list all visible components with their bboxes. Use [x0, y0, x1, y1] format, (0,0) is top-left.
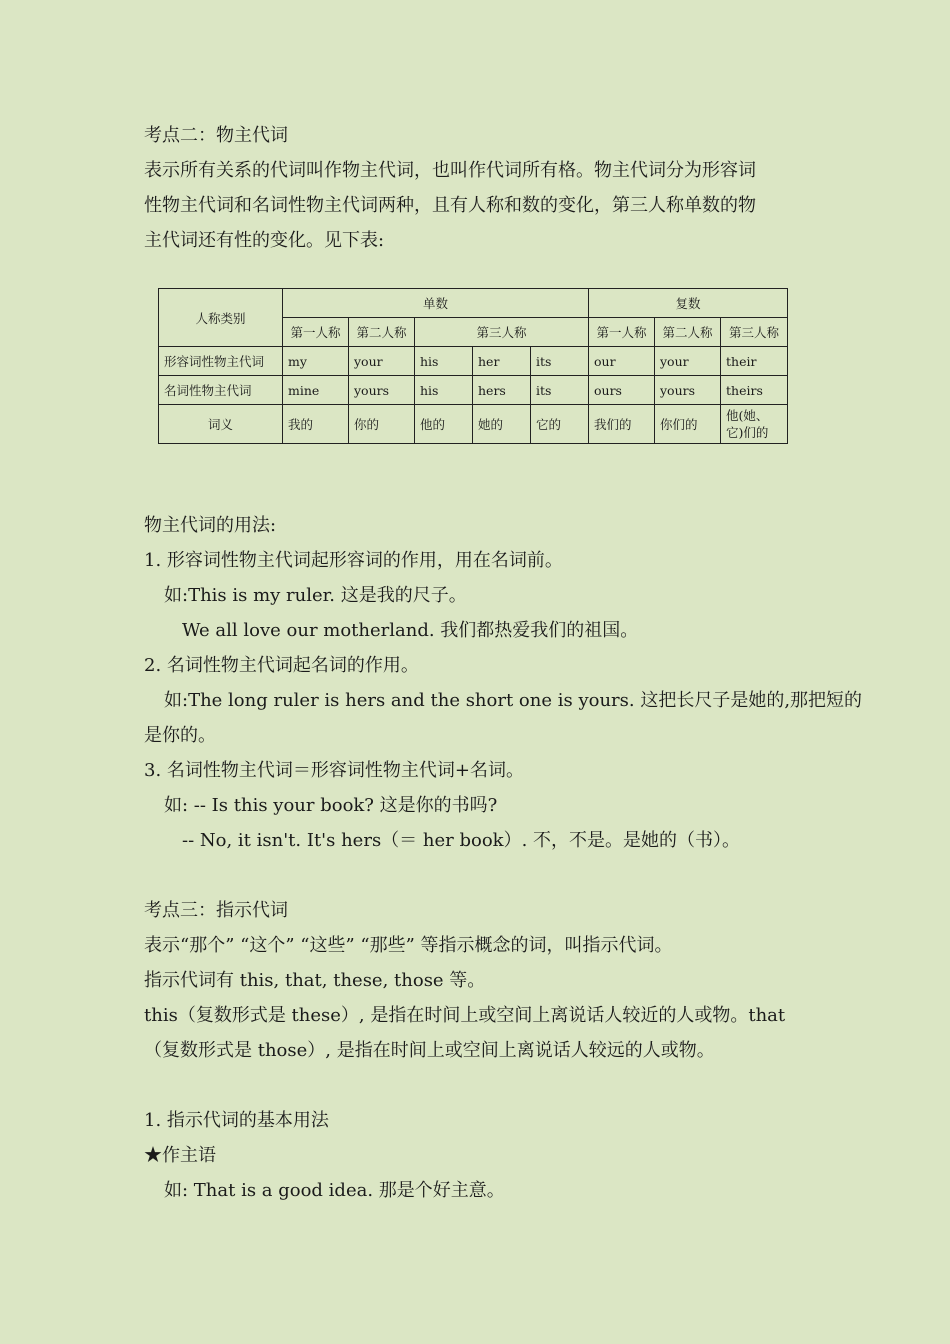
paragraph-line: 表示“那个” “这个” “这些” “那些” 等指示概念的词，叫指示代词。 — [144, 935, 673, 956]
possessive-pronoun-table — [158, 288, 788, 444]
table-cell: ours — [589, 376, 655, 405]
example-line: 如:This is my ruler. 这是我的尺子。 — [164, 585, 467, 606]
row-label: 形容词性物主代词 — [159, 347, 283, 376]
intro-line: 表示所有关系的代词叫作物主代词，也叫作代词所有格。物主代词分为形容词 — [144, 160, 756, 181]
table-cell: her — [473, 347, 531, 376]
table-cell: its — [531, 347, 589, 376]
intro-line: 性物主代词和名词性物主代词两种，且有人称和数的变化，第三人称单数的物 — [144, 195, 756, 216]
table-cell: theirs — [721, 376, 788, 405]
table-cell: his — [415, 347, 473, 376]
table-cell: yours — [655, 376, 721, 405]
section-heading: 考点三：指示代词 — [144, 900, 288, 921]
table-row — [159, 376, 788, 405]
example-line: We all love our motherland. 我们都热爱我们的祖国。 — [182, 620, 639, 641]
plural-header: 复数 — [589, 289, 788, 318]
person-header: 第二人称 — [655, 318, 721, 347]
table-cell: 他(她、它)们的 — [721, 405, 788, 444]
example-line: 如:The long ruler is hers and the short one is yours. 这把长尺子是她的,那把短的 — [164, 690, 863, 711]
table-row — [159, 347, 788, 376]
example-line: -- No, it isn't. It's hers（＝ her book）. 不，不是。是她的（书）。 — [182, 830, 741, 851]
table-cell: 你们的 — [655, 405, 721, 444]
paragraph-line: this（复数形式是 these）, 是指在时间上或空间上离说话人较近的人或物。that — [144, 1005, 786, 1026]
table-cell: 他的 — [415, 405, 473, 444]
paragraph-line: 指示代词有 this, that, these, those 等。 — [144, 970, 486, 991]
person-header: 第二人称 — [349, 318, 415, 347]
section-heading: 考点二：物主代词 — [144, 125, 288, 146]
example-line: 如: That is a good idea. 那是个好主意。 — [164, 1180, 505, 1201]
table-cell: 你的 — [349, 405, 415, 444]
person-header: 第三人称 — [415, 318, 589, 347]
table-row — [159, 405, 788, 444]
usage-heading: 物主代词的用法: — [144, 515, 277, 536]
example-line: 如: -- Is this your book? 这是你的书吗? — [164, 795, 498, 816]
table-cell: your — [655, 347, 721, 376]
paragraph-line: （复数形式是 those）, 是指在时间上或空间上离说话人较远的人或物。 — [144, 1040, 715, 1061]
table-cell: their — [721, 347, 788, 376]
table-cell: 她的 — [473, 405, 531, 444]
table-cell: yours — [349, 376, 415, 405]
row-label: 名词性物主代词 — [159, 376, 283, 405]
document-page — [144, 118, 863, 1208]
singular-header: 单数 — [283, 289, 589, 318]
usage-point: 3. 名词性物主代词＝形容词性物主代词+名词。 — [144, 760, 524, 781]
table-cell: mine — [283, 376, 349, 405]
table-cell: my — [283, 347, 349, 376]
table-cell: its — [531, 376, 589, 405]
table-cell: 我的 — [283, 405, 349, 444]
example-line: 是你的。 — [144, 725, 216, 746]
table-cell: our — [589, 347, 655, 376]
table-cell: 它的 — [531, 405, 589, 444]
table-cell: your — [349, 347, 415, 376]
star-item: ★作主语 — [144, 1145, 216, 1166]
table-cell: hers — [473, 376, 531, 405]
table-corner-header: 人称类别 — [159, 289, 283, 347]
table-cell: his — [415, 376, 473, 405]
usage-point: 1. 形容词性物主代词起形容词的作用，用在名词前。 — [144, 550, 563, 571]
subsection-heading: 1. 指示代词的基本用法 — [144, 1110, 329, 1131]
person-header: 第一人称 — [283, 318, 349, 347]
person-header: 第三人称 — [721, 318, 788, 347]
table-cell: 我们的 — [589, 405, 655, 444]
intro-line: 主代词还有性的变化。见下表: — [144, 230, 385, 251]
row-label: 词义 — [159, 405, 283, 444]
usage-point: 2. 名词性物主代词起名词的作用。 — [144, 655, 419, 676]
person-header: 第一人称 — [589, 318, 655, 347]
